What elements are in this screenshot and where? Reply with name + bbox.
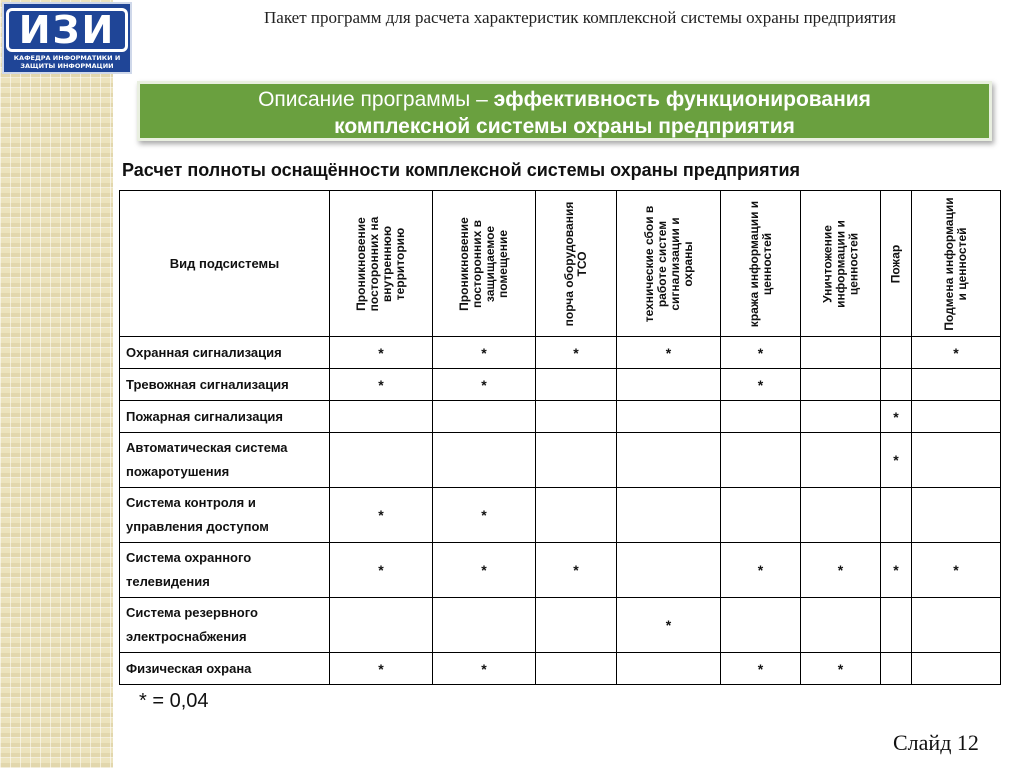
table-cell xyxy=(801,337,881,369)
coverage-mark: * xyxy=(757,660,764,677)
banner-line1 xyxy=(140,86,989,113)
coverage-mark: * xyxy=(378,507,384,523)
table-cell xyxy=(912,543,1001,598)
table-cell xyxy=(433,369,536,401)
table-cell xyxy=(721,401,801,433)
banner-line2: комплексной системы охраны предприятия xyxy=(334,115,795,138)
table-cell xyxy=(721,369,801,401)
table-cell xyxy=(912,401,1001,433)
table-row xyxy=(120,433,1001,488)
table-row xyxy=(120,598,1001,653)
coverage-mark: * xyxy=(573,344,579,361)
subsystem-name: Тревожная сигнализация xyxy=(120,369,330,401)
coverage-mark: * xyxy=(378,376,384,393)
table-cell xyxy=(536,401,617,433)
column-header xyxy=(881,191,912,337)
column-header xyxy=(330,191,433,337)
coverage-mark: * xyxy=(953,344,959,361)
table-cell xyxy=(330,369,433,401)
section-banner xyxy=(137,81,992,141)
table-cell xyxy=(433,543,536,598)
table-cell xyxy=(721,337,801,369)
coverage-mark: * xyxy=(481,660,487,677)
coverage-mark: * xyxy=(481,376,487,393)
logo-mark: ИЗИ xyxy=(6,8,129,52)
table-row xyxy=(120,543,1001,598)
table-cell xyxy=(536,598,617,653)
subsystem-name: Система охранного телевидения xyxy=(120,543,330,598)
coverage-mark: * xyxy=(837,660,844,677)
table-cell xyxy=(881,337,912,369)
presentation-title: Пакет программ для расчета характеристик комплексной системы охраны предприятия xyxy=(264,8,896,27)
coverage-mark: * xyxy=(481,507,487,523)
table-cell xyxy=(617,543,721,598)
table-cell xyxy=(801,543,881,598)
column-header xyxy=(433,191,536,337)
table-cell xyxy=(912,337,1001,369)
table-cell xyxy=(536,653,617,685)
banner-prefix: Описание программы – xyxy=(258,88,494,111)
column-header-label: кража информации и ценностей xyxy=(746,200,774,327)
weight-note: * = 0,04 xyxy=(139,690,209,712)
table-cell xyxy=(881,543,912,598)
coverage-mark: * xyxy=(757,344,764,361)
table-cell xyxy=(801,653,881,685)
table-cell xyxy=(912,488,1001,543)
table-cell xyxy=(433,401,536,433)
table-cell xyxy=(881,401,912,433)
coverage-mark: * xyxy=(481,562,487,578)
table-header-row xyxy=(120,191,1001,337)
table-cell xyxy=(617,653,721,685)
table-cell xyxy=(721,598,801,653)
table-cell xyxy=(617,433,721,488)
table-cell xyxy=(433,598,536,653)
coverage-mark: * xyxy=(893,408,899,425)
table-cell xyxy=(330,488,433,543)
table-cell xyxy=(912,433,1001,488)
table-cell xyxy=(617,337,721,369)
coverage-mark: * xyxy=(893,562,899,578)
table-cell xyxy=(536,433,617,488)
table-cell xyxy=(912,653,1001,685)
column-header xyxy=(912,191,1001,337)
column-header xyxy=(801,191,881,337)
table-cell xyxy=(330,433,433,488)
table-cell xyxy=(330,543,433,598)
table-cell xyxy=(881,598,912,653)
table-cell xyxy=(617,401,721,433)
subsystem-name: Система контроля и управления доступом xyxy=(120,488,330,543)
column-header-subsystem: Вид подсистемы xyxy=(120,191,330,337)
table-row xyxy=(120,488,1001,543)
table-cell xyxy=(433,337,536,369)
table-cell xyxy=(801,401,881,433)
coverage-mark: * xyxy=(757,376,764,393)
table-cell xyxy=(721,433,801,488)
subsystem-name: Физическая охрана xyxy=(120,653,330,685)
column-header-label: Уничтожение информации и ценностей xyxy=(820,219,860,308)
table-heading: Расчет полноты оснащённости комплексной системы охраны предприятия xyxy=(122,160,801,180)
subsystem-name: Пожарная сигнализация xyxy=(120,401,330,433)
coverage-mark: * xyxy=(665,617,672,633)
table-cell xyxy=(433,488,536,543)
decorative-sidebar xyxy=(0,0,113,768)
table-cell xyxy=(881,433,912,488)
column-header-label: порча оборудования ТСО xyxy=(562,201,589,326)
table-cell xyxy=(881,369,912,401)
table-cell xyxy=(721,543,801,598)
table-cell xyxy=(536,543,617,598)
coverage-mark: * xyxy=(378,562,384,578)
table-cell xyxy=(536,488,617,543)
coverage-mark: * xyxy=(481,344,487,361)
table-cell xyxy=(536,369,617,401)
table-cell xyxy=(330,598,433,653)
table-cell xyxy=(330,337,433,369)
column-header-label: Проникновение посторонних в защищаемое помещение xyxy=(457,216,510,311)
column-header xyxy=(617,191,721,337)
logo-subtitle xyxy=(14,54,121,70)
subsystem-name: Автоматическая система пожаротушения xyxy=(120,433,330,488)
subsystem-name: Охранная сигнализация xyxy=(120,337,330,369)
department-logo xyxy=(2,2,132,74)
table-row xyxy=(120,337,1001,369)
banner-bold-text: эффективность функционирования xyxy=(493,88,871,111)
table-cell xyxy=(536,337,617,369)
coverage-mark: * xyxy=(757,562,764,578)
table-row xyxy=(120,401,1001,433)
column-header-label: технические сбои в работе систем сигнализации и охраны xyxy=(641,205,695,322)
coverage-mark: * xyxy=(573,562,579,578)
table-cell xyxy=(617,488,721,543)
table-cell xyxy=(801,433,881,488)
table-cell xyxy=(617,369,721,401)
column-header xyxy=(536,191,617,337)
table-cell xyxy=(881,488,912,543)
table-cell xyxy=(721,653,801,685)
table-cell xyxy=(801,598,881,653)
coverage-mark: * xyxy=(378,344,384,361)
table-cell xyxy=(617,598,721,653)
column-header-label: Пожар xyxy=(888,244,903,283)
table-cell xyxy=(433,433,536,488)
logo-subtitle-line1: КАФЕДРА ИНФОРМАТИКИ И xyxy=(13,54,121,62)
coverage-mark: * xyxy=(665,344,672,361)
table-cell xyxy=(801,488,881,543)
slide-number: Слайд 12 xyxy=(893,730,979,755)
coverage-mark: * xyxy=(953,562,959,578)
table-cell xyxy=(881,653,912,685)
column-header-label: Подмена информации и ценностей xyxy=(942,196,969,331)
table-row xyxy=(120,653,1001,685)
coverage-mark: * xyxy=(837,562,844,578)
table-cell xyxy=(801,369,881,401)
table-cell xyxy=(330,401,433,433)
table-cell xyxy=(912,598,1001,653)
table-row xyxy=(120,369,1001,401)
table-cell xyxy=(912,369,1001,401)
logo-subtitle-line2: ЗАЩИТЫ ИНФОРМАЦИИ xyxy=(20,62,114,70)
subsystem-name: Система резервного электроснабжения xyxy=(120,598,330,653)
equipment-coverage-table xyxy=(119,190,1001,685)
column-header xyxy=(721,191,801,337)
table-cell xyxy=(433,653,536,685)
column-header-label: Проникновение посторонних на внутреннюю территорию xyxy=(354,216,407,311)
coverage-mark: * xyxy=(893,452,899,468)
table-cell xyxy=(330,653,433,685)
table-cell xyxy=(721,488,801,543)
coverage-mark: * xyxy=(378,660,384,677)
